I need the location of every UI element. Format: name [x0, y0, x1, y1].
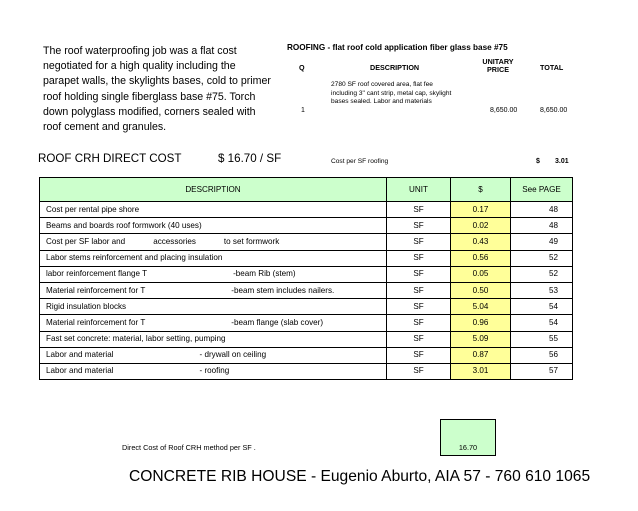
table-row: [40, 331, 573, 347]
table-header-row: [40, 178, 573, 202]
row-page: 52: [511, 250, 573, 266]
row-page: 55: [511, 331, 573, 347]
row-cost: 0.87: [451, 347, 511, 363]
cost-per-sf: $ 16.70 / SF: [218, 152, 282, 165]
quote-total-header: TOTAL: [540, 63, 564, 72]
row-cost: 5.09: [451, 331, 511, 347]
row-description-text: Labor and material: [46, 350, 114, 360]
row-description-suffix: to set formwork: [223, 236, 280, 246]
row-page: 54: [511, 315, 573, 331]
row-description: [40, 234, 387, 250]
row-description-text: Labor and material: [46, 366, 114, 376]
table-row: [40, 202, 573, 218]
row-description: [40, 331, 387, 347]
total-label: Direct Cost of Roof CRH method per SF .: [122, 443, 256, 452]
row-description-suffix: -beam Rib (stem): [233, 269, 296, 279]
table-row: [40, 282, 573, 298]
table-row: [40, 250, 573, 266]
row-description-text: Material reinforcement for T: [46, 285, 146, 295]
row-unit: SF: [387, 299, 451, 315]
cost-header: $: [451, 178, 511, 202]
row-cost: 0.50: [451, 282, 511, 298]
page-header: See PAGE: [511, 178, 573, 202]
table-row: [40, 218, 573, 234]
row-description: [40, 250, 387, 266]
row-page: 48: [511, 202, 573, 218]
cost-per-sf-roofing-value: 3.01: [555, 158, 569, 165]
row-description-text: Beams and boards roof formwork (40 uses): [46, 220, 202, 230]
row-description: [40, 299, 387, 315]
row-unit: SF: [387, 363, 451, 379]
row-description-suffix: -beam stem includes nailers.: [231, 285, 335, 295]
row-description-suffix: - drywall on ceiling: [199, 350, 267, 360]
table-row: [40, 234, 573, 250]
row-unit: SF: [387, 218, 451, 234]
row-page: 53: [511, 282, 573, 298]
row-cost: 0.56: [451, 250, 511, 266]
quote-q-value: 1: [301, 107, 305, 114]
quote-total: 8,650.00: [540, 107, 568, 114]
quote-unitary-price-header: UNITARY PRICE: [482, 57, 514, 74]
intro-paragraph: The roof waterproofing job was a flat cost negotiated for a high quality including the parapet walls, the skylights bases, cold to primer roof holding single fiberglass base #75. Torch down polyglass modified, corners sealed with roof cement and granules.: [43, 45, 271, 134]
row-unit: SF: [387, 234, 451, 250]
unit-header: UNIT: [387, 178, 451, 202]
row-description-suffix: -beam flange (slab cover): [231, 317, 324, 327]
row-description: [40, 266, 387, 282]
row-cost: 0.05: [451, 266, 511, 282]
row-page: 54: [511, 299, 573, 315]
row-description: [40, 218, 387, 234]
row-cost: 0.43: [451, 234, 511, 250]
total-box: [440, 419, 496, 456]
cost-per-sf-roofing-label: Cost per SF roofing: [331, 158, 389, 165]
row-page: 48: [511, 218, 573, 234]
row-description-text: Labor stems reinforcement and placing insulation: [46, 253, 223, 263]
row-unit: SF: [387, 331, 451, 347]
row-description-text: Material reinforcement for T: [46, 317, 146, 327]
quote-q-header: Q: [299, 63, 305, 72]
row-unit: SF: [387, 266, 451, 282]
cost-per-sf-roofing-dollar: $: [536, 158, 540, 165]
row-description: [40, 363, 387, 379]
row-unit: SF: [387, 282, 451, 298]
row-page: 57: [511, 363, 573, 379]
row-page: 49: [511, 234, 573, 250]
row-cost: 5.04: [451, 299, 511, 315]
footer-text: CONCRETE RIB HOUSE - Eugenio Aburto, AIA 57 - 760 610 1065: [129, 468, 591, 485]
table-row: [40, 363, 573, 379]
direct-cost-table: [39, 177, 573, 380]
row-unit: SF: [387, 315, 451, 331]
row-description: [40, 315, 387, 331]
quote-description: 2780 SF roof covered area, flat fee including 3" cant strip, metal cap, skylight bases sealed. Labor and materials: [331, 81, 452, 106]
quote-description-header: DESCRIPTION: [370, 63, 420, 72]
row-page: 56: [511, 347, 573, 363]
row-description-suffix: - roofing: [199, 366, 230, 376]
total-value: 16.70: [458, 443, 478, 452]
row-unit: SF: [387, 347, 451, 363]
row-cost: 3.01: [451, 363, 511, 379]
row-description: [40, 347, 387, 363]
row-description-text: Cost per SF labor and: [46, 236, 126, 246]
quote-title: ROOFING - flat roof cold application fiber glass base #75: [287, 43, 508, 52]
row-page: 52: [511, 266, 573, 282]
row-description-extra: accessories: [153, 236, 196, 246]
section-title: ROOF CRH DIRECT COST: [38, 152, 182, 165]
row-unit: SF: [387, 202, 451, 218]
description-header: DESCRIPTION: [40, 178, 387, 202]
row-description: [40, 202, 387, 218]
quote-unitary-price: 8,650.00: [490, 107, 518, 114]
row-unit: SF: [387, 250, 451, 266]
row-description-text: Fast set concrete: material, labor setting, pumping: [46, 334, 226, 344]
table-row: [40, 299, 573, 315]
row-description-text: labor reinforcement flange T: [46, 269, 148, 279]
row-cost: 0.02: [451, 218, 511, 234]
table-row: [40, 266, 573, 282]
row-description-text: Rigid insulation blocks: [46, 301, 127, 311]
row-description: [40, 282, 387, 298]
row-cost: 0.96: [451, 315, 511, 331]
table-row: [40, 347, 573, 363]
table-row: [40, 315, 573, 331]
row-description-text: Cost per rental pipe shore: [46, 204, 140, 214]
row-cost: 0.17: [451, 202, 511, 218]
